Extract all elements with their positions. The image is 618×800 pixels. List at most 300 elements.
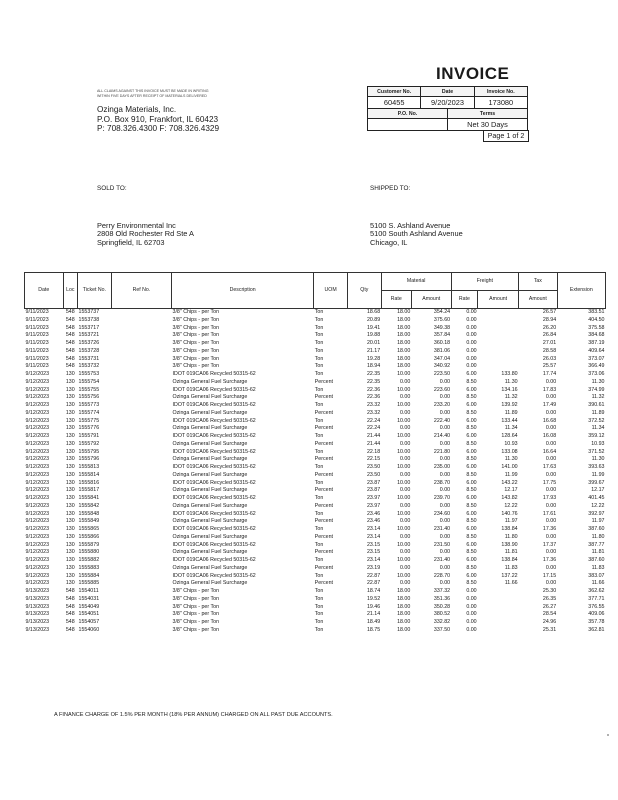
cell-material-amount: 228.70 (433, 572, 451, 579)
cell-freight-amount (478, 356, 519, 364)
sold-to-city: Springfield, IL 62703 (97, 237, 165, 247)
cell-ticket: 1555753 (78, 371, 100, 377)
col-tax-amount: Amount (519, 291, 558, 309)
cell-qty: 23.19 (366, 564, 381, 571)
info-value-row (368, 97, 527, 109)
cell-material-amount: 223.50 (433, 371, 451, 377)
cell-tax-amount: 26.27 (542, 603, 557, 610)
cell-ticket: 1553737 (78, 309, 100, 315)
cell-material-rate: 10.00 (397, 495, 411, 501)
cell-uom: Ton (314, 324, 324, 331)
cell-ticket: 1553726 (78, 340, 100, 346)
cell-tax-amount: 25.57 (542, 363, 557, 370)
cell-ref (111, 503, 171, 511)
line-items-table (24, 272, 606, 635)
cell-description: 3/8" Chips - per Ton (172, 347, 220, 354)
cell-material-rate: 0.00 (400, 394, 411, 401)
cell-qty: 22.36 (366, 394, 381, 401)
cell-tax-amount: 26.84 (542, 332, 557, 339)
cell-tax-amount: 0.00 (545, 471, 557, 478)
cell-uom: Percent (314, 518, 333, 525)
cell-ticket: 1553717 (78, 324, 100, 331)
cell-tax-amount: 27.01 (542, 340, 557, 346)
table-row (25, 596, 606, 604)
cell-description: IDOT 019CA06 Recycled 50315-62 (172, 464, 256, 470)
cell-date: 9/12/2023 (25, 464, 50, 470)
company-block (97, 105, 219, 134)
cell-ref (111, 332, 171, 340)
cell-extension: 404.50 (588, 316, 605, 323)
cell-description: Ozinga General Fuel Surcharge (172, 425, 248, 432)
cell-loc: 130 (65, 371, 75, 377)
cell-ticket: 1555865 (78, 526, 100, 532)
cell-loc: 130 (65, 518, 75, 525)
cell-extension: 366.49 (588, 363, 605, 370)
cell-tax-amount: 28.58 (542, 347, 557, 354)
table-row (25, 472, 606, 480)
cell-date: 9/11/2023 (25, 309, 49, 315)
cell-uom: Ton (314, 526, 324, 532)
table-row (25, 433, 606, 441)
col-tax: Tax (519, 273, 558, 291)
cell-date: 9/13/2023 (25, 588, 50, 594)
cell-extension: 11.83 (591, 564, 605, 571)
cell-freight-rate: 6.00 (466, 510, 477, 517)
cell-ticket: 1555774 (78, 409, 100, 416)
table-row (25, 542, 606, 550)
cell-freight-amount (478, 363, 519, 371)
cell-freight-amount (478, 309, 519, 317)
cell-freight-amount (478, 348, 519, 356)
cell-freight-rate: 6.00 (466, 479, 477, 486)
cell-date: 9/11/2023 (25, 324, 49, 331)
cell-freight-rate: 0.00 (466, 363, 477, 370)
cell-freight-rate: 0.00 (466, 603, 477, 610)
cell-qty: 23.46 (366, 510, 381, 517)
cell-tax-amount: 17.37 (542, 541, 557, 548)
table-row (25, 604, 606, 612)
cell-material-amount: 231.40 (433, 557, 451, 563)
cell-freight-rate: 0.00 (466, 332, 477, 339)
table-row (25, 441, 606, 449)
cell-material-amount: 0.00 (439, 471, 451, 478)
cell-uom: Percent (314, 502, 333, 509)
invoice-title: INVOICE (436, 64, 510, 83)
cell-ref (111, 518, 171, 526)
col-material-amount: Amount (411, 291, 451, 309)
cell-freight-amount: 11.66 (504, 580, 518, 587)
cell-ticket: 1555773 (78, 402, 100, 408)
cell-ref (111, 449, 171, 457)
cell-material-amount: 340.92 (433, 363, 451, 370)
cell-tax-amount: 25.31 (542, 626, 557, 633)
cell-material-rate: 10.00 (397, 386, 411, 393)
cell-loc: 130 (65, 557, 75, 563)
cell-description: IDOT 019CA06 Recycled 50315-62 (172, 510, 256, 517)
cell-description: 3/8" Chips - per Ton (172, 332, 220, 339)
cell-loc: 130 (65, 572, 75, 579)
cell-date: 9/12/2023 (25, 580, 50, 587)
cell-freight-rate: 8.50 (466, 378, 477, 385)
terms-label: Terms (447, 109, 527, 118)
cell-description: Ozinga General Fuel Surcharge (172, 580, 248, 587)
cell-ticket: 1554057 (78, 619, 100, 625)
table-row (25, 456, 606, 464)
cell-uom: Ton (314, 479, 324, 486)
cell-material-rate: 0.00 (400, 409, 411, 416)
cell-freight-amount (478, 325, 519, 333)
cell-extension: 12.17 (591, 487, 605, 494)
cell-ticket: 1555814 (78, 471, 100, 478)
cell-ticket: 1553731 (78, 355, 100, 362)
cell-extension: 373.06 (588, 371, 605, 377)
cell-loc: 548 (65, 603, 75, 610)
table-row (25, 309, 606, 317)
cell-material-amount: 337.32 (433, 588, 451, 594)
cell-description: IDOT 019CA06 Recycled 50315-62 (172, 526, 256, 532)
shipped-to-line-2: 5100 South Ashland Avenue (370, 229, 463, 239)
cell-ticket: 1554049 (78, 603, 100, 610)
sold-to-name: Perry Environmental Inc (97, 221, 176, 230)
cell-qty: 22.87 (366, 580, 381, 587)
cell-qty: 22.24 (366, 425, 381, 432)
cell-freight-rate: 6.00 (466, 417, 477, 424)
cell-tax-amount: 17.93 (542, 495, 557, 501)
cell-date: 9/11/2023 (25, 355, 49, 362)
cell-qty: 18.94 (366, 363, 381, 370)
cell-material-amount: 222.40 (433, 417, 451, 424)
cell-freight-rate: 8.50 (466, 549, 477, 556)
cell-loc: 130 (65, 464, 75, 470)
col-freight: Freight (451, 273, 518, 291)
cell-freight-amount: 12.17 (504, 487, 518, 494)
cell-loc: 130 (65, 526, 75, 532)
cell-extension: 11.30 (591, 378, 605, 385)
cell-material-rate: 18.00 (397, 347, 411, 354)
cell-tax-amount: 17.36 (542, 526, 557, 532)
cell-material-rate: 0.00 (400, 580, 411, 587)
cell-qty: 19.46 (366, 603, 381, 610)
cell-tax-amount: 17.49 (542, 402, 557, 408)
cell-material-rate: 0.00 (400, 487, 411, 494)
invoice-date: 9/20/2023 (420, 97, 473, 108)
cell-uom: Ton (314, 464, 324, 470)
cell-material-amount: 351.36 (433, 595, 451, 602)
cell-uom: Ton (314, 510, 324, 517)
cell-freight-amount (478, 611, 519, 619)
cell-freight-amount: 11.80 (504, 533, 518, 540)
cell-tax-amount: 16.64 (542, 448, 557, 455)
cell-tax-amount: 16.68 (542, 417, 557, 424)
cell-loc: 130 (65, 471, 75, 478)
cell-freight-amount: 11.97 (504, 518, 518, 525)
cell-ref (111, 627, 171, 635)
cell-freight-amount (478, 596, 519, 604)
shipped-to-line-3: Chicago, IL (370, 237, 408, 247)
cell-date: 9/12/2023 (25, 541, 50, 548)
cell-description: 3/8" Chips - per Ton (172, 324, 220, 331)
cell-qty: 23.97 (366, 495, 381, 501)
cell-tax-amount: 0.00 (545, 425, 557, 432)
cell-freight-amount: 134.16 (501, 386, 518, 393)
cell-freight-rate: 6.00 (466, 541, 477, 548)
cell-material-amount: 223.60 (433, 386, 451, 393)
table-row (25, 332, 606, 340)
cell-loc: 548 (65, 316, 75, 323)
col-material: Material (381, 273, 451, 291)
col-freight-amount: Amount (478, 291, 519, 309)
cell-extension: 11.34 (591, 425, 605, 432)
cell-uom: Percent (314, 378, 333, 385)
col-qty: Qty (347, 273, 381, 309)
cell-extension: 384.68 (588, 332, 605, 339)
table-row (25, 549, 606, 557)
cell-freight-amount (478, 588, 519, 596)
cell-material-rate: 10.00 (397, 402, 411, 408)
cell-loc: 548 (65, 626, 75, 633)
cell-material-rate: 10.00 (397, 448, 411, 455)
sold-to-label: SOLD TO: (97, 185, 127, 192)
cell-extension: 387.19 (588, 340, 605, 346)
cell-ticket: 1555879 (78, 541, 100, 548)
cell-material-rate: 0.00 (400, 440, 411, 447)
cell-tax-amount: 24.96 (542, 619, 557, 625)
cell-freight-rate: 8.50 (466, 471, 477, 478)
col-ticket: Ticket No. (78, 273, 112, 309)
cell-freight-rate: 6.00 (466, 557, 477, 563)
cell-freight-amount (478, 317, 519, 325)
cell-date: 9/12/2023 (25, 572, 50, 579)
cell-qty: 22.24 (366, 417, 381, 424)
cell-uom: Percent (314, 440, 333, 447)
cell-ref (111, 526, 171, 534)
info-header-row (368, 87, 527, 97)
cell-loc: 130 (65, 433, 75, 439)
cell-date: 9/12/2023 (25, 402, 50, 408)
po-no-label: P.O. No. (397, 110, 418, 117)
cell-qty: 21.44 (366, 433, 381, 439)
cell-material-amount: 0.00 (439, 564, 451, 571)
cell-date: 9/12/2023 (25, 448, 50, 455)
cell-uom: Percent (314, 425, 333, 432)
cell-material-rate: 0.00 (400, 549, 411, 556)
cell-qty: 23.87 (366, 487, 381, 494)
table-row (25, 565, 606, 573)
cell-description: 3/8" Chips - per Ton (172, 340, 220, 346)
cell-freight-amount: 11.83 (504, 564, 518, 571)
cell-material-rate: 10.00 (397, 557, 411, 563)
cell-ticket: 1555816 (78, 479, 100, 486)
invoice-no-label: Invoice No. (474, 87, 527, 96)
cell-date: 9/12/2023 (25, 495, 50, 501)
cell-uom: Ton (314, 332, 324, 339)
cell-freight-amount: 11.99 (504, 471, 518, 478)
cell-uom: Ton (314, 363, 324, 370)
cell-ticket: 1555796 (78, 456, 100, 463)
cell-material-rate: 10.00 (397, 572, 411, 579)
cell-material-rate: 0.00 (400, 378, 411, 385)
line-items-body (25, 309, 606, 635)
cell-loc: 130 (65, 409, 75, 416)
cell-material-rate: 0.00 (400, 518, 411, 525)
cell-freight-amount: 133.44 (501, 417, 518, 424)
cell-freight-rate: 6.00 (466, 464, 477, 470)
cell-loc: 130 (65, 378, 75, 385)
col-loc: Loc (63, 273, 77, 309)
cell-tax-amount: 0.00 (545, 580, 557, 587)
cell-freight-rate: 0.00 (466, 355, 477, 362)
cell-material-rate: 0.00 (400, 471, 411, 478)
sold-to-street: 2808 Old Rochester Rd Ste A (97, 229, 194, 239)
cell-tax-amount: 26.03 (542, 355, 557, 362)
cell-qty: 21.14 (366, 611, 381, 618)
cell-ref (111, 596, 171, 604)
cell-material-rate: 10.00 (397, 526, 411, 532)
table-row (25, 379, 606, 387)
cell-qty: 22.15 (366, 456, 381, 463)
cell-qty: 20.89 (366, 316, 381, 323)
cell-ref (111, 573, 171, 581)
cell-tax-amount: 26.20 (542, 324, 557, 331)
cell-freight-amount: 11.81 (504, 549, 518, 556)
cell-freight-amount (478, 627, 519, 635)
cell-ticket: 1555842 (78, 502, 100, 509)
cell-uom: Ton (314, 433, 324, 439)
cell-ref (111, 534, 171, 542)
cell-loc: 130 (65, 564, 75, 571)
cell-ref (111, 557, 171, 565)
cell-material-rate: 0.00 (400, 533, 411, 540)
cell-description: 3/8" Chips - per Ton (172, 619, 220, 625)
cell-tax-amount: 17.36 (542, 557, 557, 563)
cell-loc: 130 (65, 533, 75, 540)
cell-freight-amount: 137.22 (501, 572, 518, 579)
cell-freight-amount: 140.76 (501, 510, 518, 517)
cell-freight-rate: 8.50 (466, 533, 477, 540)
cell-ticket: 1553721 (78, 332, 100, 339)
po-terms-header-row (368, 109, 527, 119)
table-row (25, 387, 606, 395)
cell-loc: 130 (65, 394, 75, 401)
cell-freight-rate: 8.50 (466, 502, 477, 509)
cell-tax-amount: 0.00 (545, 533, 557, 540)
cell-freight-rate: 6.00 (466, 402, 477, 408)
cell-uom: Percent (314, 549, 333, 556)
col-date: Date (25, 273, 64, 309)
cell-uom: Ton (314, 417, 324, 424)
cell-freight-rate: 0.00 (466, 340, 477, 346)
shipped-to-address (370, 222, 463, 247)
cell-freight-amount: 138.90 (501, 541, 518, 548)
cell-freight-rate: 8.50 (466, 440, 477, 447)
scan-speck (607, 734, 609, 736)
cell-loc: 548 (65, 340, 75, 346)
cell-date: 9/12/2023 (25, 425, 50, 432)
cell-freight-rate: 6.00 (466, 386, 477, 393)
cell-ticket: 1555791 (78, 433, 100, 439)
cell-freight-rate: 6.00 (466, 433, 477, 439)
cell-qty: 22.18 (366, 448, 381, 455)
table-row (25, 495, 606, 503)
cell-material-amount: 0.00 (439, 425, 451, 432)
cell-tax-amount: 28.94 (542, 316, 557, 323)
cell-loc: 548 (65, 588, 75, 594)
table-row (25, 356, 606, 364)
cell-material-rate: 10.00 (397, 464, 411, 470)
cell-extension: 12.22 (591, 502, 605, 509)
cell-tax-amount: 0.00 (545, 487, 557, 494)
cell-loc: 548 (65, 309, 75, 315)
cell-freight-rate: 8.50 (466, 456, 477, 463)
cell-loc: 548 (65, 595, 75, 602)
cell-extension: 362.62 (588, 588, 605, 594)
cell-ref (111, 604, 171, 612)
cell-freight-amount: 12.22 (504, 502, 518, 509)
table-row (25, 580, 606, 588)
cell-material-amount: 337.50 (433, 626, 451, 633)
cell-ref (111, 511, 171, 519)
table-row (25, 503, 606, 511)
cell-uom: Ton (314, 371, 324, 377)
cell-ref (111, 402, 171, 410)
cell-freight-rate: 8.50 (466, 564, 477, 571)
cell-description: IDOT 019CA06 Recycled 50315-62 (172, 433, 256, 439)
cell-date: 9/12/2023 (25, 549, 50, 556)
cell-date: 9/12/2023 (25, 440, 50, 447)
cell-ticket: 1555885 (78, 580, 100, 587)
cell-freight-rate: 0.00 (466, 324, 477, 331)
cell-description: 3/8" Chips - per Ton (172, 363, 220, 370)
cell-freight-amount: 133.80 (501, 371, 518, 377)
cell-freight-amount (478, 340, 519, 348)
cell-extension: 10.93 (591, 440, 605, 447)
cell-loc: 548 (65, 363, 75, 370)
cell-description: IDOT 019CA06 Recycled 50315-62 (172, 557, 256, 563)
cell-loc: 548 (65, 619, 75, 625)
cell-qty: 19.88 (366, 332, 381, 339)
cell-freight-rate: 8.50 (466, 580, 477, 587)
cell-date: 9/12/2023 (25, 471, 50, 478)
po-no (368, 119, 447, 130)
cell-description: IDOT 019CA06 Recycled 50315-62 (172, 541, 256, 548)
cell-loc: 548 (65, 355, 75, 362)
cell-freight-rate: 6.00 (466, 572, 477, 579)
cell-date: 9/12/2023 (25, 557, 50, 563)
cell-freight-rate: 8.50 (466, 425, 477, 432)
cell-qty: 23.87 (366, 479, 381, 486)
cell-freight-rate: 0.00 (466, 626, 477, 633)
cell-date: 9/12/2023 (25, 479, 50, 486)
cell-description: IDOT 019CA06 Recycled 50315-62 (172, 572, 256, 579)
cell-uom: Ton (314, 316, 324, 323)
cell-material-amount: 234.60 (433, 510, 451, 517)
cell-ref (111, 480, 171, 488)
cell-material-amount: 381.06 (433, 347, 451, 354)
cell-description: IDOT 019CA06 Recycled 50315-62 (172, 371, 256, 377)
cell-loc: 130 (65, 479, 75, 486)
cell-extension: 390.61 (588, 402, 605, 408)
cell-material-amount: 375.60 (433, 316, 451, 323)
cell-uom: Ton (314, 402, 324, 408)
cell-ref (111, 387, 171, 395)
cell-ref (111, 410, 171, 418)
cell-description: Ozinga General Fuel Surcharge (172, 549, 248, 556)
cell-extension: 357.78 (588, 619, 605, 625)
cell-freight-amount: 133.08 (501, 448, 518, 455)
cell-ref (111, 464, 171, 472)
table-row (25, 611, 606, 619)
cell-qty: 23.32 (366, 409, 381, 416)
